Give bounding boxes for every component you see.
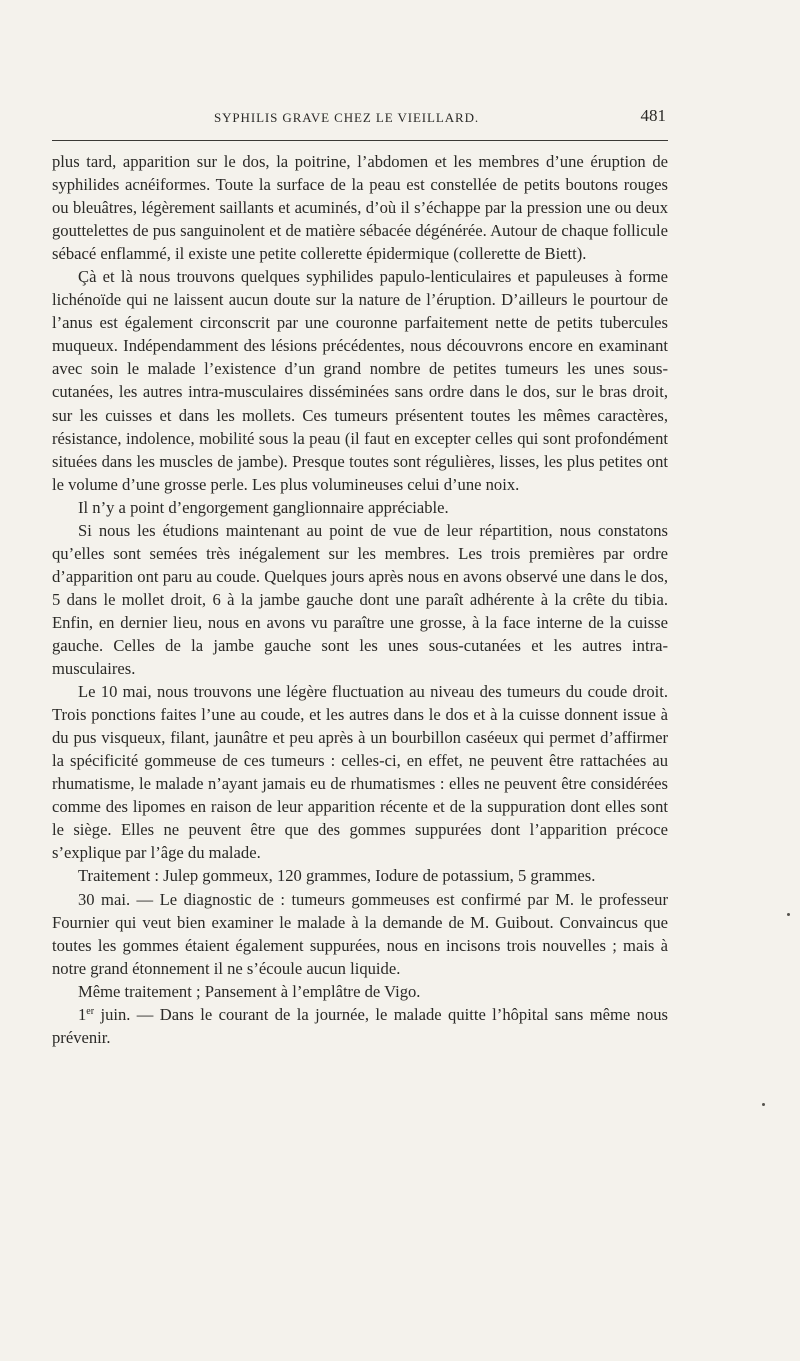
paragraph: Çà et là nous trouvons quelques syphilides papulo-lenticulaires et papuleuses à forme lichénoïde qui ne laissent aucun doute sur la nature de l’éruption. D’ailleurs le pourtour de l’anus est également circonscrit par une couronne parfaitement nette de petits tubercules muqueux. Indépendamment des lésions précédentes, nous découvrons encore en examinant avec soin le malade l’existence d’un grand nombre de petites tumeurs les unes sous-cutanées, les autres intra-musculaires disséminées sans ordre dans le dos, sur le bras droit, sur les cuisses et dans les mollets. Ces tumeurs présentent toutes les mêmes caractères, résistance, indolence, mobilité sous la peau (il faut en excepter celles qui sont profondément situées dans les muscles de jambe). Presque toutes sont régulières, lisses, les plus petites ont le volume d’une grosse perle. Les plus volumineuses celui d’une noix.: [52, 267, 668, 494]
page-number: 481: [640, 106, 666, 125]
ink-speck: [787, 913, 790, 916]
body-text: [52, 150, 668, 1049]
ordinal-suffix: er: [86, 1005, 95, 1017]
paragraph: 30 mai. — Le diagnostic de : tumeurs gommeuses est confirmé par M. le professeur Fournier qui veut bien examiner le malade à la demande de M. Guibout. Convaincus que toutes les gommes étaient également suppurées, nous en incisons trois nouvelles ; mais à notre grand étonnement il ne s’écoule aucun liquide.: [52, 889, 668, 978]
paragraph: Le 10 mai, nous trouvons une légère fluctuation au niveau des tumeurs du coude droit. Trois ponctions faites l’une au coude, et les autres dans le dos et à la cuisse donnent issue à du pus visqueux, filant, jaunâtre et peu après à un bourbillon caséeux qui permet d’affirmer la spécificité gommeuse de ces tumeurs : celles-ci, en effet, ne peuvent être rattachées au rhumatisme, le malade n’ayant jamais eu de rhumatismes : elles ne peuvent être considérées comme des lipomes en raison de leur apparition récente et de la suppuration dont elles sont le siège. Elles ne peuvent être que des gommes suppurées dont l’apparition précoce s’explique par l’âge du malade.: [52, 682, 668, 863]
ink-speck: [762, 1103, 765, 1106]
paragraph: Même traitement ; Pansement à l’emplâtre de Vigo.: [78, 981, 421, 1001]
paragraph: plus tard, apparition sur le dos, la poitrine, l’abdomen et les membres d’une éruption de syphilides acnéiformes. Toute la surface de la peau est constellée de petits boutons rouges ou bleuâtres, légèrement saillants et acuminés, d’où il s’échappe par la pression une ou deux gouttelettes de pus sanguinolent et de matière sébacée dégénérée. Autour de chaque follicule sébacé enflammé, il existe une petite collerette épidermique (collerette de Biett).: [52, 152, 668, 264]
date-day: 1: [78, 1004, 87, 1024]
paragraph: Si nous les étudions maintenant au point de vue de leur répartition, nous constatons qu’elles sont semées très inégalement sur les membres. Les trois premières par ordre d’apparition ont paru au coude. Quelques jours après nous en avons observé une dans le dos, 5 dans le mollet droit, 6 à la jambe gauche dont une paraît adhérente à la crête du tibia. Enfin, en dernier lieu, nous en avons vu paraître une grosse, à la face interne de la cuisse gauche. Celles de la jambe gauche sont les unes sous-cutanées et les autres intra-musculaires.: [52, 520, 668, 679]
header-rule: [52, 140, 668, 141]
page-header: [52, 106, 670, 128]
paragraph: Il n’y a point d’engorgement ganglionnaire appréciable.: [78, 497, 449, 517]
paragraph-text: juin. — Dans le courant de la journée, le malade quitte l’hôpital sans même nous prévenir.: [52, 1004, 668, 1047]
running-title: SYPHILIS GRAVE CHEZ LE VIEILLARD.: [214, 110, 480, 125]
paragraph: Traitement : Julep gommeux, 120 grammes, Iodure de potassium, 5 grammes.: [78, 866, 596, 886]
paragraph-last: [52, 1003, 668, 1049]
